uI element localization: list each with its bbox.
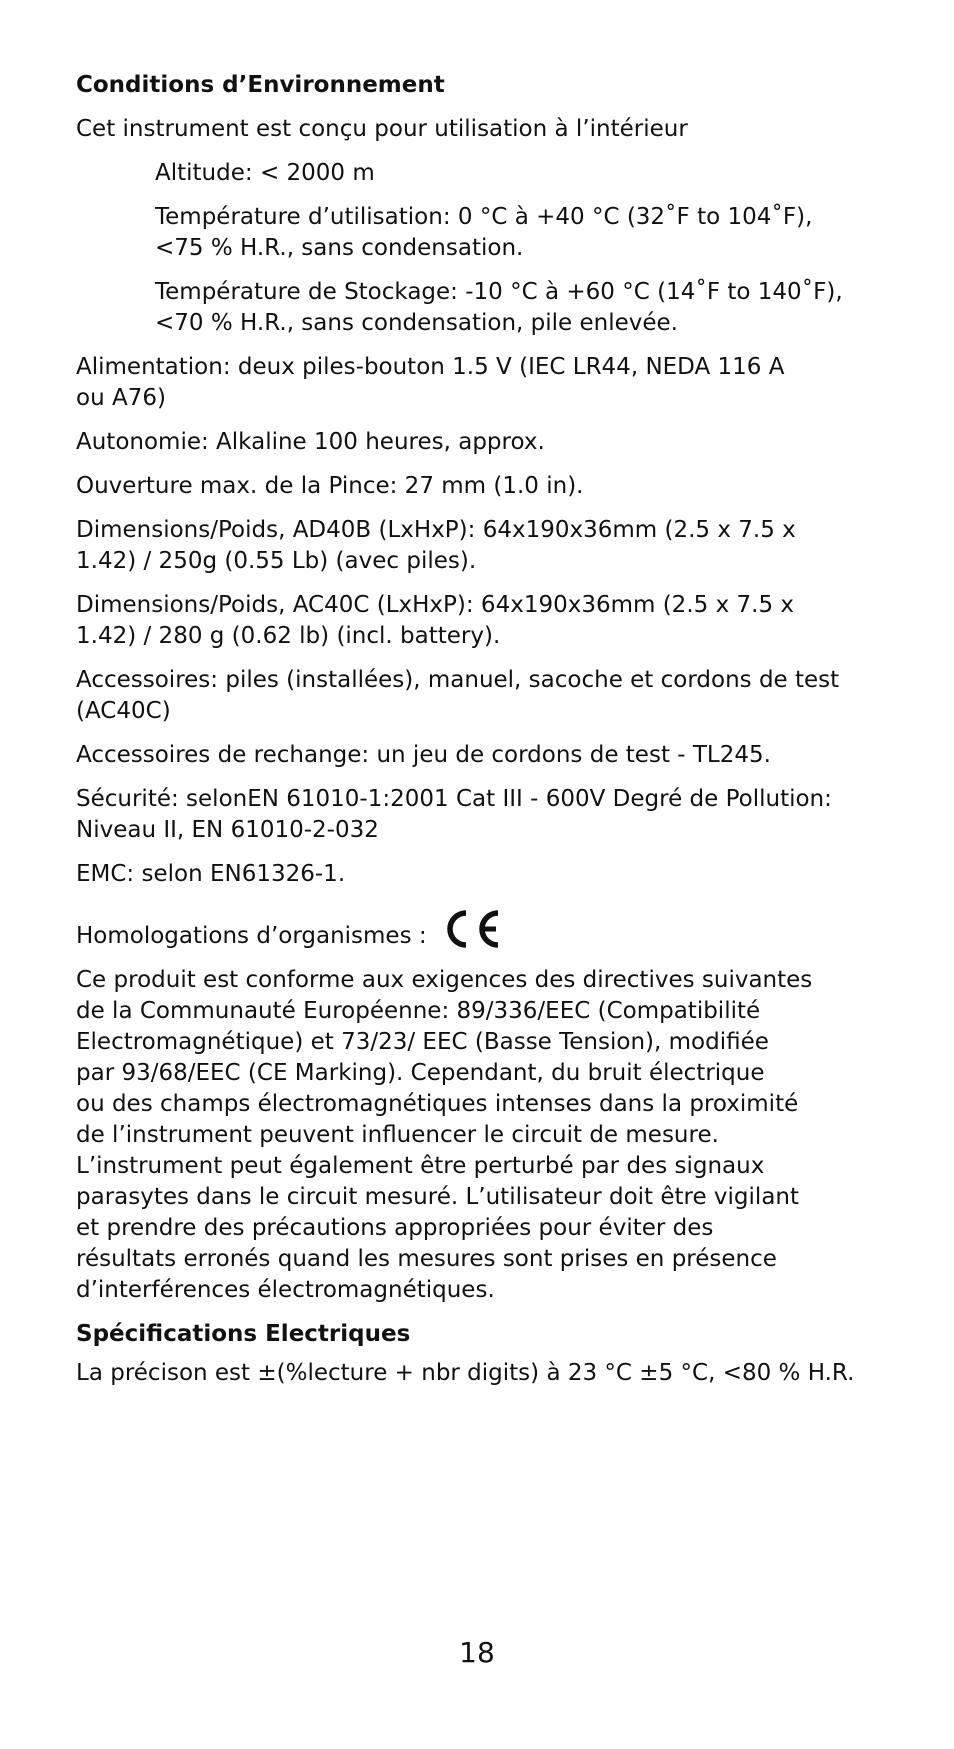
safety-line-2: Niveau II, EN 61010-2-032 bbox=[76, 817, 379, 843]
operating-temperature-line-1: Température d’utilisation: 0 °C à +40 °C (32˚F to 104˚F), bbox=[155, 204, 813, 230]
compliance-line: ou des champs électromagnétiques intenses dans la proximité bbox=[76, 1091, 799, 1117]
autonomy-spec: Autonomie: Alkaline 100 heures, approx. bbox=[76, 429, 545, 455]
compliance-line: L’instrument peut également être perturbé par des signaux bbox=[76, 1153, 765, 1179]
power-spec-line-2: ou A76) bbox=[76, 385, 166, 411]
dimensions-ad40b-line-2: 1.42) / 250g (0.55 Lb) (avec piles). bbox=[76, 548, 477, 574]
altitude-spec: Altitude: < 2000 m bbox=[155, 160, 375, 186]
clamp-opening-spec: Ouverture max. de la Pince: 27 mm (1.0 in). bbox=[76, 473, 584, 499]
compliance-line: et prendre des précautions appropriées pour éviter des bbox=[76, 1215, 714, 1241]
accessories-spec bbox=[76, 665, 896, 727]
ce-mark-icon bbox=[440, 903, 502, 943]
safety-line-1: Sécurité: selonEN 61010-1:2001 Cat III - 600V Degré de Pollution: bbox=[76, 786, 832, 812]
section-title-environment: Conditions d’Environnement bbox=[76, 72, 445, 98]
compliance-line: de l’instrument peuvent influencer le circuit de mesure. bbox=[76, 1122, 719, 1148]
replacement-accessories-spec: Accessoires de rechange: un jeu de cordons de test - TL245. bbox=[76, 742, 771, 768]
accessories-line-2: (AC40C) bbox=[76, 698, 171, 724]
accuracy-spec: La précison est ±(%lecture + nbr digits) à 23 °C ±5 °C, <80 % H.R. bbox=[76, 1360, 855, 1386]
dimensions-ac40c-spec bbox=[76, 590, 896, 652]
power-spec-line-1: Alimentation: deux piles-bouton 1.5 V (IEC LR44, NEDA 116 A bbox=[76, 354, 785, 380]
safety-spec bbox=[76, 784, 896, 846]
compliance-line: parasytes dans le circuit mesuré. L’utilisateur doit être vigilant bbox=[76, 1184, 800, 1210]
approvals-label: Homologations d’organismes : bbox=[76, 923, 427, 949]
operating-temperature-line-2: <75 % H.R., sans condensation. bbox=[155, 235, 524, 261]
dimensions-ad40b-spec bbox=[76, 515, 896, 577]
dimensions-ac40c-line-1: Dimensions/Poids, AC40C (LxHxP): 64x190x36mm (2.5 x 7.5 x bbox=[76, 592, 794, 618]
dimensions-ac40c-line-2: 1.42) / 280 g (0.62 lb) (incl. battery). bbox=[76, 623, 501, 649]
environment-intro: Cet instrument est conçu pour utilisation à l’intérieur bbox=[76, 116, 688, 142]
page-number: 18 bbox=[459, 1636, 495, 1669]
compliance-line: d’interférences électromagnétiques. bbox=[76, 1277, 495, 1303]
document-page bbox=[76, 70, 896, 1389]
storage-temperature-line-2: <70 % H.R., sans condensation, pile enlevée. bbox=[155, 310, 678, 336]
compliance-line: résultats erronés quand les mesures sont prises en présence bbox=[76, 1246, 777, 1272]
dimensions-ad40b-line-1: Dimensions/Poids, AD40B (LxHxP): 64x190x36mm (2.5 x 7.5 x bbox=[76, 517, 796, 543]
compliance-line: Ce produit est conforme aux exigences des directives suivantes bbox=[76, 967, 813, 993]
storage-temperature-line-1: Température de Stockage: -10 °C à +60 °C (14˚F to 140˚F), bbox=[155, 279, 843, 305]
compliance-line: de la Communauté Européenne: 89/336/EEC (Compatibilité bbox=[76, 998, 761, 1024]
ce-compliance-paragraph bbox=[76, 965, 896, 1306]
approvals-spec bbox=[76, 903, 896, 952]
storage-temperature-spec bbox=[155, 277, 896, 339]
compliance-line: Electromagnétique) et 73/23/ EEC (Basse Tension), modifiée bbox=[76, 1029, 769, 1055]
operating-temperature-spec bbox=[155, 202, 896, 264]
section-title-electrical-specs: Spécifications Electriques bbox=[76, 1321, 411, 1347]
accessories-line-1: Accessoires: piles (installées), manuel, sacoche et cordons de test bbox=[76, 667, 840, 693]
compliance-line: par 93/68/EEC (CE Marking). Cependant, du bruit électrique bbox=[76, 1060, 765, 1086]
power-spec bbox=[76, 352, 896, 414]
emc-spec: EMC: selon EN61326-1. bbox=[76, 861, 346, 887]
